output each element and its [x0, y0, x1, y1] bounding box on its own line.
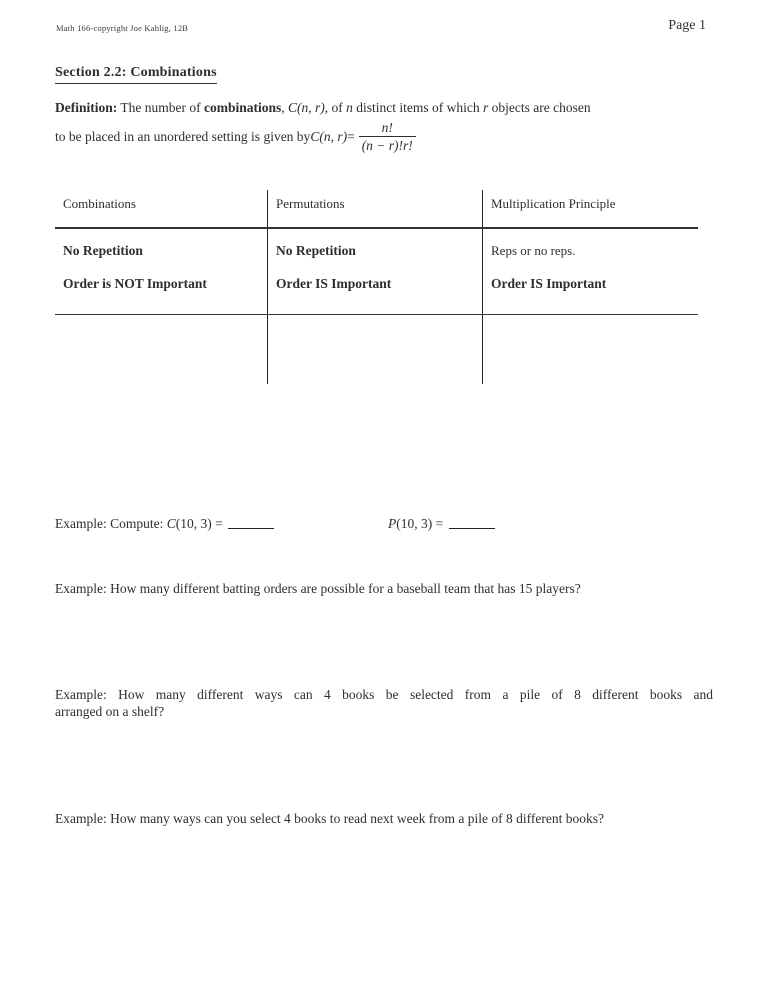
text-run: , of [324, 100, 347, 115]
page-number: Page 1 [668, 18, 706, 33]
math-r: r [482, 100, 489, 115]
table-empty-cell [55, 315, 268, 384]
math-cnr: C(n, r) [310, 129, 348, 144]
paragraph-line: arranged on a shelf? [55, 704, 165, 719]
cell-text: No Repetition [276, 243, 356, 258]
text-run: to be placed in an unordered setting is given by [55, 129, 311, 144]
cell-text: Order IS Important [276, 276, 392, 291]
example-books-select: Example: How many ways can you select 4 books to read next week from a pile of 8 different books? [55, 811, 604, 826]
fraction-numerator: n! [381, 120, 393, 135]
table-header-permutations: Permutations [268, 190, 483, 227]
cell-text: Order is NOT Important [63, 276, 207, 291]
definition-paragraph [55, 99, 715, 154]
header-course-info: Math 166-copyright Joe Kahlig, 12B [56, 23, 189, 33]
cell-text: No Repetition [63, 243, 143, 258]
math-n: n [346, 100, 353, 115]
example-compute [55, 515, 713, 532]
table-cell-multiplication [483, 229, 698, 314]
table-cell-combinations [55, 229, 268, 314]
table-header-combinations: Combinations [55, 190, 268, 227]
answer-blank [228, 526, 274, 529]
table-header-multiplication-principle: Multiplication Principle [491, 196, 616, 211]
table-cell-permutations [268, 229, 483, 314]
table-header-row [55, 190, 698, 229]
text-run: , [281, 100, 288, 115]
math-p-letter: P [388, 516, 397, 531]
table-empty-cell [483, 315, 698, 384]
fraction-denominator: (n − r)!r! [359, 136, 416, 154]
formula-fraction [359, 119, 416, 154]
cell-text: Order IS Important [491, 276, 607, 291]
text-run: distinct items of which [352, 100, 483, 115]
text-run: objects are chosen [488, 100, 591, 115]
paragraph-line: Example: How many different ways can 4 books be selected from a pile of 8 different books and [55, 687, 713, 702]
example-compute-p [388, 515, 495, 532]
text-run: The number of [117, 100, 204, 115]
math-c-letter: C [166, 516, 176, 531]
definition-line-1 [55, 99, 715, 116]
section-title: Section 2.2: Combinations [55, 65, 217, 84]
answer-blank [449, 526, 495, 529]
table-body-row [55, 229, 698, 315]
example-books-arranged [55, 686, 713, 720]
term-combinations: combinations [203, 100, 282, 115]
example-batting-orders: Example: How many different batting orders are possible for a baseball team that has 15 players? [55, 581, 581, 596]
table-empty-row [55, 315, 698, 384]
table-empty-cell [268, 315, 483, 384]
example-label: Example: Compute: [55, 516, 167, 531]
equals-sign: = [347, 129, 355, 144]
definition-line-2 [55, 119, 715, 154]
math-p-args: (10, 3) = [396, 516, 447, 531]
definition-label: Definition: [55, 100, 118, 115]
comparison-table [55, 190, 698, 384]
cell-text: Reps or no reps. [491, 243, 576, 258]
math-cnr: C(n, r) [288, 100, 325, 115]
math-c-args: (10, 3) = [175, 516, 227, 531]
